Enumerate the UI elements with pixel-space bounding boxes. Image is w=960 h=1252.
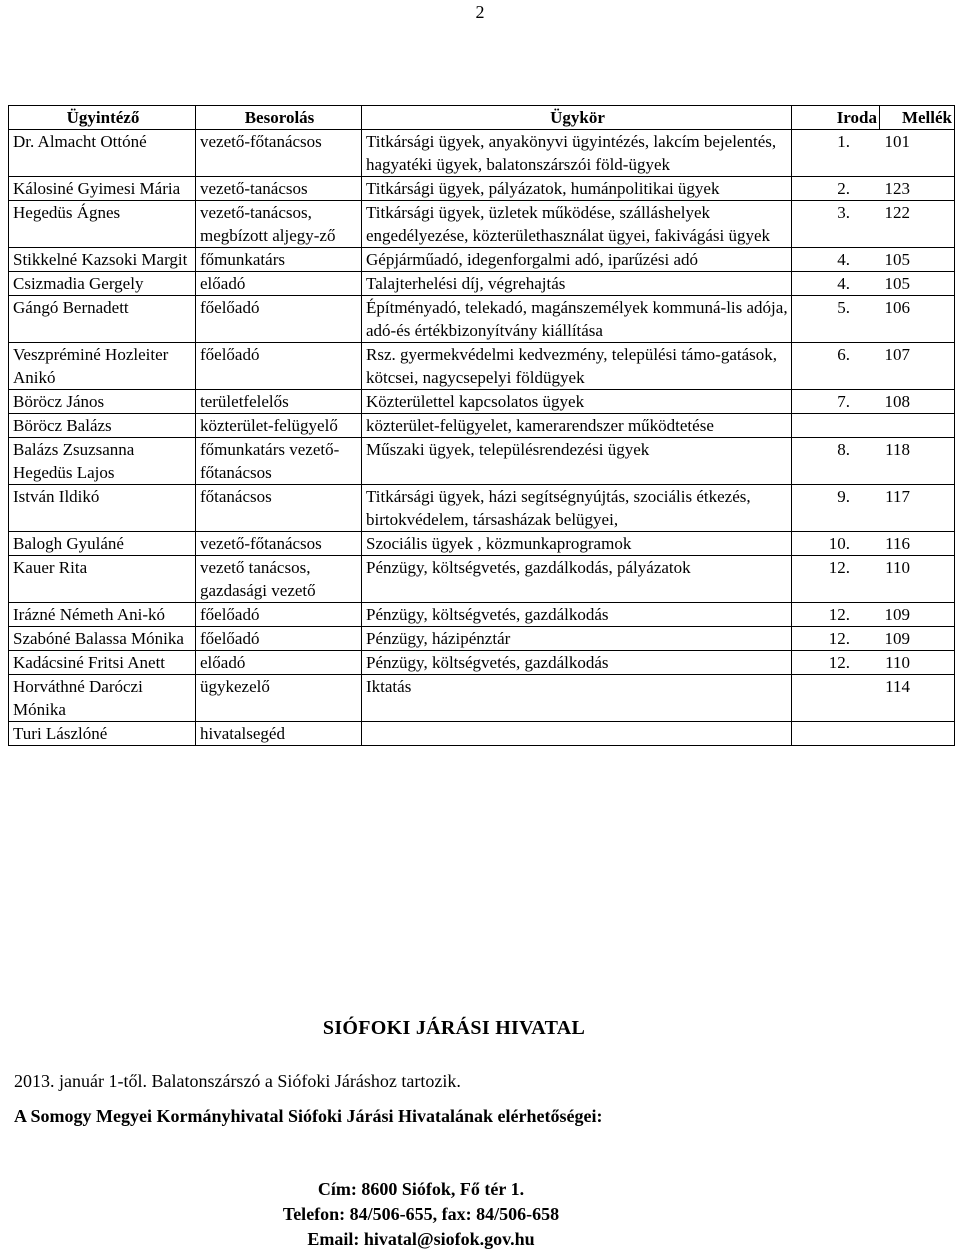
cell-role: főelőadó xyxy=(196,296,362,343)
cell-annex: 106 xyxy=(884,298,910,317)
cell-name: Kadácsiné Fritsi Anett xyxy=(9,651,196,675)
cell-name: István Ildikó xyxy=(9,485,196,532)
cell-role: főtanácsos xyxy=(196,485,362,532)
cell-matter: Titkársági ügyek, üzletek működése, szálláshelyek engedélyezése, közterülethasználat ügyei, fakivágási ügyek xyxy=(362,201,792,248)
cell-matter: Szociális ügyek , közmunkaprogramok xyxy=(362,532,792,556)
table-header-row xyxy=(9,106,955,130)
cell-role: főelőadó xyxy=(196,603,362,627)
cell-role: vezető-főtanácsos xyxy=(196,130,362,177)
cell-name: Balázs Zsuzsanna Hegedüs Lajos xyxy=(9,438,196,485)
cell-room-annex xyxy=(792,722,955,746)
cell-room: 2. xyxy=(837,179,850,198)
office-title: SIÓFOKI JÁRÁSI HIVATAL xyxy=(322,1017,586,1039)
cell-annex: 108 xyxy=(884,392,910,411)
cell-room: 12. xyxy=(828,605,850,624)
cell-role: előadó xyxy=(196,272,362,296)
cell-room: 6. xyxy=(837,345,850,364)
cell-room: 10. xyxy=(828,534,850,553)
cell-room-annex xyxy=(792,343,955,390)
cell-annex: 101 xyxy=(884,132,910,151)
table-row xyxy=(9,627,955,651)
cell-role: főmunkatárs vezető-főtanácsos xyxy=(196,438,362,485)
cell-matter: közterület-felügyelet, kamerarendszer működtetése xyxy=(362,414,792,438)
cell-annex: 110 xyxy=(885,653,910,672)
header-matter: Ügykör xyxy=(362,106,792,130)
table-row xyxy=(9,532,955,556)
cell-name: Turi Lászlóné xyxy=(9,722,196,746)
cell-role: vezető-tanácsos, megbízott aljegy-ző xyxy=(196,201,362,248)
cell-room-annex xyxy=(792,438,955,485)
cell-room-annex xyxy=(792,556,955,603)
cell-room-annex xyxy=(792,651,955,675)
cell-role: vezető-tanácsos xyxy=(196,177,362,201)
table-row xyxy=(9,485,955,532)
cell-matter: Pénzügy, költségvetés, gazdálkodás xyxy=(362,651,792,675)
table-row xyxy=(9,296,955,343)
cell-name: Irázné Németh Ani-kó xyxy=(9,603,196,627)
cell-matter: Rsz. gyermekvédelmi kedvezmény, települési támo-gatások, kötcsei, nagycsepelyi földügyek xyxy=(362,343,792,390)
cell-room: 1. xyxy=(837,132,850,151)
cell-annex: 114 xyxy=(885,677,910,696)
table-row xyxy=(9,343,955,390)
contact-email: Email: hivatal@siofok.gov.hu xyxy=(307,1229,535,1249)
header-annex: Mellék xyxy=(880,106,955,130)
cell-name: Kálosiné Gyimesi Mária xyxy=(9,177,196,201)
cell-matter: Talajterhelési díj, végrehajtás xyxy=(362,272,792,296)
header-name: Ügyintéző xyxy=(9,106,196,130)
contact-address: Cím: 8600 Siófok, Fő tér 1. xyxy=(317,1179,525,1199)
cell-name: Hegedüs Ágnes xyxy=(9,201,196,248)
cell-room-annex xyxy=(792,414,955,438)
cell-matter xyxy=(362,722,792,746)
cell-annex: 117 xyxy=(885,487,910,506)
cell-room-annex xyxy=(792,603,955,627)
cell-room: 12. xyxy=(828,653,850,672)
cell-role: főelőadó xyxy=(196,627,362,651)
cell-annex: 105 xyxy=(884,250,910,269)
cell-room-annex xyxy=(792,627,955,651)
cell-annex: 105 xyxy=(884,274,910,293)
table-row xyxy=(9,272,955,296)
staff-table xyxy=(8,105,955,746)
cell-room-annex xyxy=(792,532,955,556)
table-row xyxy=(9,414,955,438)
cell-annex: 107 xyxy=(884,345,910,364)
contacts-heading: A Somogy Megyei Kormányhivatal Siófoki Járási Hivatalának elérhetőségei: xyxy=(14,1106,603,1126)
cell-matter: Műszaki ügyek, településrendezési ügyek xyxy=(362,438,792,485)
table-row xyxy=(9,722,955,746)
cell-room-annex xyxy=(792,201,955,248)
header-room: Iroda xyxy=(792,106,880,130)
cell-role: hivatalsegéd xyxy=(196,722,362,746)
cell-room: 3. xyxy=(837,203,850,222)
table-row xyxy=(9,675,955,722)
cell-room: 4. xyxy=(837,274,850,293)
cell-matter: Pénzügy, házipénztár xyxy=(362,627,792,651)
cell-name: Dr. Almacht Ottóné xyxy=(9,130,196,177)
table-row xyxy=(9,248,955,272)
table-row xyxy=(9,651,955,675)
cell-matter: Iktatás xyxy=(362,675,792,722)
cell-annex: 110 xyxy=(885,558,910,577)
cell-room-annex xyxy=(792,675,955,722)
cell-room: 4. xyxy=(837,250,850,269)
cell-name: Böröcz Balázs xyxy=(9,414,196,438)
cell-role: előadó xyxy=(196,651,362,675)
table-row xyxy=(9,438,955,485)
cell-matter: Közterülettel kapcsolatos ügyek xyxy=(362,390,792,414)
table-row xyxy=(9,556,955,603)
cell-matter: Gépjárműadó, idegenforgalmi adó, iparűzési adó xyxy=(362,248,792,272)
cell-annex: 123 xyxy=(884,179,910,198)
cell-role: közterület-felügyelő xyxy=(196,414,362,438)
cell-annex: 116 xyxy=(885,534,910,553)
table-row xyxy=(9,177,955,201)
cell-role: területfelelős xyxy=(196,390,362,414)
table-row xyxy=(9,130,955,177)
cell-name: Kauer Rita xyxy=(9,556,196,603)
cell-matter: Titkársági ügyek, házi segítségnyújtás, szociális étkezés, birtokvédelem, társasházak belügyei, xyxy=(362,485,792,532)
cell-room: 5. xyxy=(837,298,850,317)
cell-role: főmunkatárs xyxy=(196,248,362,272)
page-number: 2 xyxy=(475,2,485,22)
cell-room-annex xyxy=(792,296,955,343)
table-row xyxy=(9,390,955,414)
cell-room: 7. xyxy=(837,392,850,411)
cell-name: Veszpréminé Hozleiter Anikó xyxy=(9,343,196,390)
table-row xyxy=(9,201,955,248)
cell-matter: Titkársági ügyek, pályázatok, humánpolitikai ügyek xyxy=(362,177,792,201)
cell-room: 9. xyxy=(837,487,850,506)
cell-matter: Titkársági ügyek, anyakönyvi ügyintézés, lakcím bejelentés, hagyatéki ügyek, balatonszárszói föld-ügyek xyxy=(362,130,792,177)
cell-name: Szabóné Balassa Mónika xyxy=(9,627,196,651)
cell-annex: 118 xyxy=(885,440,910,459)
cell-room-annex xyxy=(792,272,955,296)
cell-room-annex xyxy=(792,130,955,177)
district-note: 2013. január 1-től. Balatonszárszó a Siófoki Járáshoz tartozik. xyxy=(14,1071,461,1091)
cell-annex: 122 xyxy=(884,203,910,222)
cell-name: Csizmadia Gergely xyxy=(9,272,196,296)
contact-block xyxy=(0,1177,842,1252)
header-role: Besorolás xyxy=(196,106,362,130)
cell-room: 12. xyxy=(828,629,850,648)
cell-name: Gángó Bernadett xyxy=(9,296,196,343)
cell-matter: Építményadó, telekadó, magánszemélyek kommuná-lis adója, adó-és értékbizonyítvány kiállítása xyxy=(362,296,792,343)
cell-room-annex xyxy=(792,485,955,532)
cell-annex: 109 xyxy=(884,629,910,648)
cell-name: Böröcz János xyxy=(9,390,196,414)
cell-role: vezető tanácsos, gazdasági vezető xyxy=(196,556,362,603)
table-row xyxy=(9,603,955,627)
cell-room-annex xyxy=(792,177,955,201)
cell-name: Horváthné Daróczi Mónika xyxy=(9,675,196,722)
cell-role: főelőadó xyxy=(196,343,362,390)
cell-room-annex xyxy=(792,390,955,414)
cell-room: 8. xyxy=(837,440,850,459)
cell-role: ügykezelő xyxy=(196,675,362,722)
cell-room: 12. xyxy=(828,558,850,577)
cell-matter: Pénzügy, költségvetés, gazdálkodás, pályázatok xyxy=(362,556,792,603)
cell-name: Stikkelné Kazsoki Margit xyxy=(9,248,196,272)
cell-role: vezető-főtanácsos xyxy=(196,532,362,556)
cell-room-annex xyxy=(792,248,955,272)
cell-matter: Pénzügy, költségvetés, gazdálkodás xyxy=(362,603,792,627)
contact-phone: Telefon: 84/506-655, fax: 84/506-658 xyxy=(282,1204,560,1224)
cell-name: Balogh Gyuláné xyxy=(9,532,196,556)
cell-annex: 109 xyxy=(884,605,910,624)
